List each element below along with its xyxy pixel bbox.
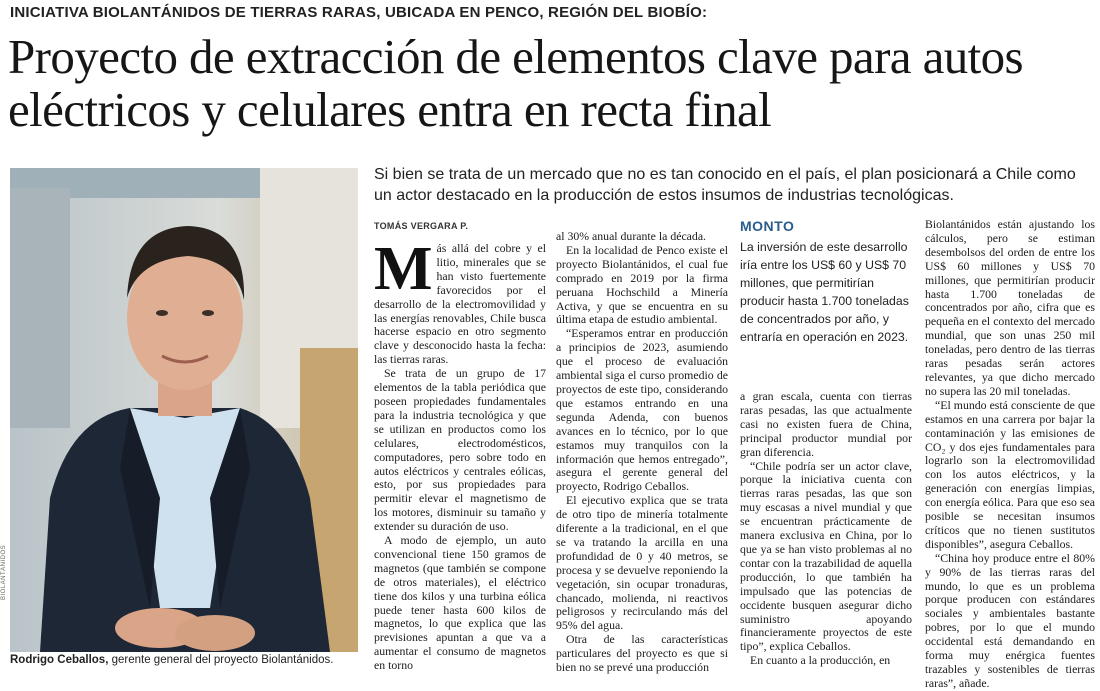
paragraph: a gran escala, cuenta con tierras raras pesadas, las que actualmente casi no existen fuera de China, principal productor mundial por gran diferencia. bbox=[740, 389, 912, 459]
portrait-photo bbox=[10, 168, 358, 652]
paragraph-text: ás allá del cobre y el litio, minerales que se han visto fuertemente favorecidos por el desarrollo de la electromovilidad y las energías renovables, Chile busca hacerse espacio en otro segmento clave y desconocido hasta la fecha: las tierras raras. bbox=[374, 241, 546, 367]
article-column-4 bbox=[925, 218, 1095, 691]
kicker: INICIATIVA BIOLANTÁNIDOS DE TIERRAS RARAS, UBICADA EN PENCO, REGIÓN DEL BIOBÍO: bbox=[10, 4, 708, 21]
paragraph bbox=[374, 235, 546, 367]
paragraph: “China hoy produce entre el 80% y 90% de las tierras raras del mundo, lo que es un problema porque producen con estándares sociales y ambientales bastante pobres, por lo que el mundo occidental está demandando en forma muy enérgica fuentes trazables y sostenibles de tierras raras”, añade. bbox=[925, 550, 1095, 690]
drop-cap: M bbox=[374, 235, 433, 303]
headline: Proyecto de extracción de elementos clave para autos eléctricos y celulares entra en recta final bbox=[8, 29, 1024, 137]
caption-text: gerente general del proyecto Biolantánidos. bbox=[108, 654, 334, 666]
photo-caption bbox=[10, 654, 360, 666]
article-column-2 bbox=[556, 230, 728, 675]
paragraph: al 30% anual durante la década. bbox=[556, 229, 707, 243]
paragraph: El ejecutivo explica que se trata de otro tipo de minería totalmente diferente a la tradicional, en el que se va tratando la arcilla en una profundidad de 0 y 40 metros, se procesa y se devuelve reponiendo la vegetación, sin ocupar tronaduras, chancado, molienda, ni reactivos peligrosos y recirculando más del 95% del agua. bbox=[556, 493, 728, 633]
paragraph: “El mundo está consciente de que estamos en una carrera por bajar la contaminación y las emisiones de CO₂ y dos ejes fundamentales para lograrlo son la electromovilidad con los autos eléctricos, y la generación con energías limpias, con energía eólica. Para que eso sea posible se necesitan insumos críticos que no tienen sustitutos disponibles”, asegura Ceballos. bbox=[925, 397, 1095, 551]
paragraph: A modo de ejemplo, un auto convencional tiene 150 gramos de magnetos (que también se compone de otros materiales), el eléctrico tiene dos kilos y una turbina eólica puede tener hasta 600 kilos de magnetos, lo que explica que las previsiones apuntan a que va a aumentar el consumo de magnetos en torno bbox=[374, 533, 546, 673]
paragraph: Se trata de un grupo de 17 elementos de la tabla periódica que poseen propiedades fundamentales para la industria tecnológica y que se utilizan en productos como los celulares, electrodomésticos, computadores, pero sobre todo en autos eléctricos y centrales eólicas, esto, por sus propiedades para permitir elevar el magnetismo de los motores, disminuir su tamaño y extender su duración de uso. bbox=[374, 366, 546, 534]
paragraph: Biolantánidos están ajustando los cálculos, pero se estiman desembolsos del orden de entre los US$ 60 millones y US$ 70 millones, que permitirían producir hasta 1.700 toneladas de concentrados por año, cifra que es pequeña en el contexto del mercado mundial, que son unas 250 mil toneladas, pero dentro de las tierras raras pesadas serán actores relevantes, ya que dicho mercado no supera las 20 mil toneladas. bbox=[925, 217, 1095, 398]
paragraph: Otra de las características particulares del proyecto es que si bien no se prevé una producción bbox=[556, 632, 728, 675]
article-column-1 bbox=[374, 235, 546, 673]
paragraph: En la localidad de Penco existe el proyecto Biolantánidos, el cual fue comprado en 2019 por la firma peruana Hochschild a Minería Activa, y que se encuentra en su última etapa de estudio ambiental. bbox=[556, 242, 728, 327]
sidebar-box-monto bbox=[740, 218, 912, 346]
caption-name: Rodrigo Ceballos, bbox=[10, 654, 109, 666]
box-text: La inversión de este desarrollo iría entre los US$ 60 y US$ 70 millones, que permitirían producir hasta 1.700 toneladas de concentrados por año, y entraría en operación en 2023. bbox=[740, 240, 909, 344]
paragraph: “Esperamos entrar en producción a principios de 2023, asumiendo que el proceso de evaluación ambiental siga el curso promedio de proyectos de este tipo, considerando que estamos entrando en una segunda Adenda, con buenos avances en lo técnico, por lo que estamos muy tranquilos con la información que hemos entregado”, asegura el gerente general del proyecto, Rodrigo Ceballos. bbox=[556, 326, 728, 494]
article-column-3 bbox=[740, 390, 912, 668]
subheadline: Si bien se trata de un mercado que no es tan conocido en el país, el plan posicionará a Chile como un actor destacado en la producción de estos insumos de industrias tecnológicas. bbox=[374, 166, 1076, 204]
photo-credit: BIOLANTÁNIDOS bbox=[1, 544, 7, 600]
box-title: MONTO bbox=[740, 218, 795, 234]
byline: TOMÁS VERGARA P. bbox=[374, 221, 469, 231]
portrait-illustration bbox=[10, 168, 358, 652]
paragraph: En cuanto a la producción, en bbox=[750, 653, 891, 668]
paragraph: “Chile podría ser un actor clave, porque la iniciativa cuenta con tierras raras pesadas, las que son muy escasas a nivel mundial y que se encuentran prácticamente de manera exclusiva en China, por lo que ya se han visto problemas al no contar con la trazabilidad de aquella producción, lo que también ha impulsado que las potencias de occidente busquen asegurar dicho suministro apoyando financieramente proyectos de este tipo”, explica Ceballos. bbox=[740, 458, 912, 654]
